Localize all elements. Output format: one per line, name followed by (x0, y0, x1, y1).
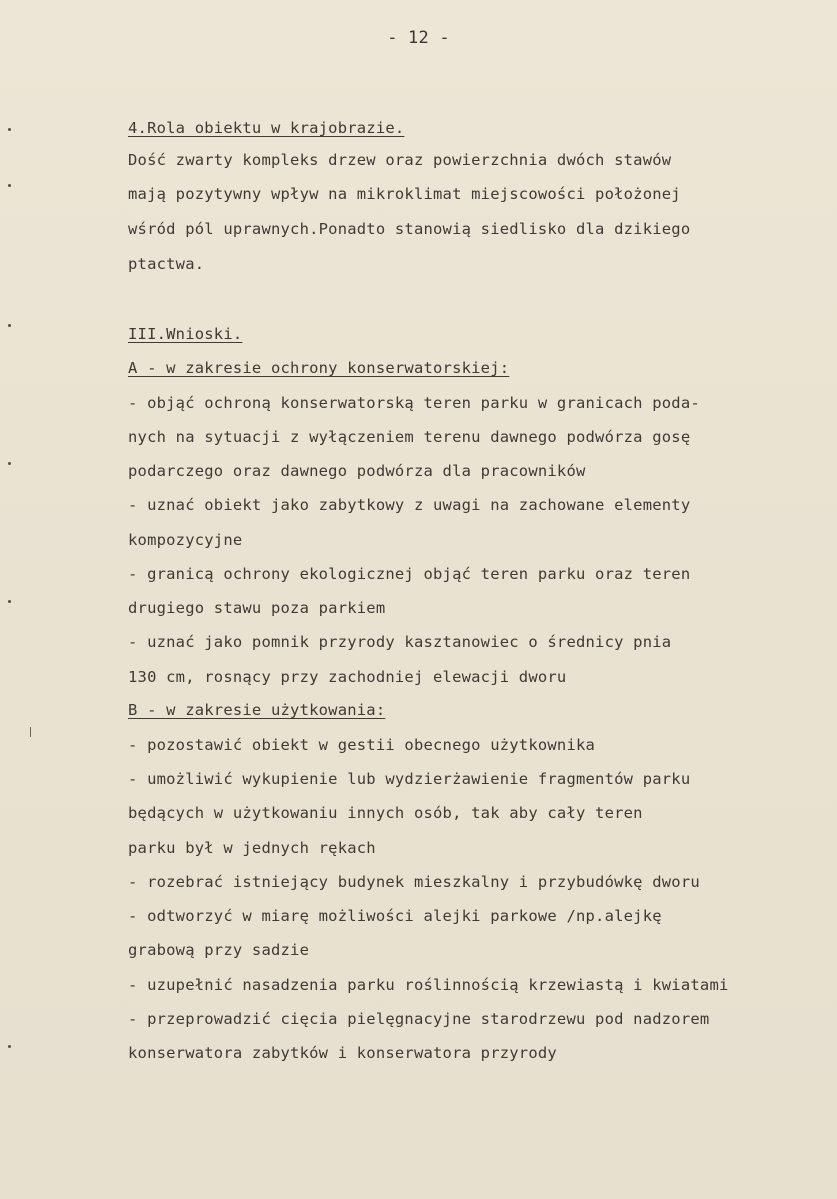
margin-dot (8, 600, 11, 603)
list-line: - przeprowadzić cięcia pielęgnacyjne starodrzewu pod nadzorem (128, 1010, 710, 1028)
subsection-a-heading: A - w zakresie ochrony konserwatorskiej: (128, 359, 510, 377)
margin-mark (30, 727, 31, 737)
margin-dot (8, 128, 11, 131)
margin-dot (8, 324, 11, 327)
section-3-heading: III.Wnioski. (128, 325, 243, 343)
list-line: - pozostawić obiekt w gestii obecnego użytkownika (128, 736, 596, 754)
list-line: podarczego oraz dawnego podwórza dla pracowników (128, 462, 586, 480)
list-line: - uznać jako pomnik przyrody kasztanowiec o średnicy pnia (128, 633, 672, 651)
margin-dot (8, 184, 11, 187)
text-line: wśród pól uprawnych.Ponadto stanowią siedlisko dla dzikiego (128, 220, 691, 238)
list-line: - uzupełnić nasadzenia parku roślinnością krzewiastą i kwiatami (128, 976, 729, 994)
list-line: grabową przy sadzie (128, 941, 310, 959)
list-line: nych na sytuacji z wyłączeniem terenu dawnego podwórza gosę (128, 428, 691, 446)
margin-dot (8, 462, 11, 465)
list-line: parku był w jednych rękach (128, 839, 376, 857)
text-line: Dość zwarty kompleks drzew oraz powierzchnia dwóch stawów (128, 151, 672, 169)
list-line: konserwatora zabytków i konserwatora przyrody (128, 1044, 557, 1062)
section-4-heading: 4.Rola obiektu w krajobrazie. (128, 119, 405, 137)
list-line: - objąć ochroną konserwatorską teren parku w granicach poda- (128, 394, 700, 412)
list-line: - odtworzyć w miarę możliwości alejki parkowe /np.alejkę (128, 907, 662, 925)
list-line: kompozycyjne (128, 531, 243, 549)
list-line: - rozebrać istniejący budynek mieszkalny i przybudówkę dworu (128, 873, 700, 891)
text-line: ptactwa. (128, 255, 205, 273)
list-line: 130 cm, rosnący przy zachodniej elewacji dworu (128, 668, 567, 686)
list-line: - umożliwić wykupienie lub wydzierżawienie fragmentów parku (128, 770, 691, 788)
list-line: będących w użytkowaniu innych osób, tak aby cały teren (128, 804, 643, 822)
list-line: - uznać obiekt jako zabytkowy z uwagi na zachowane elementy (128, 496, 691, 514)
page-number: - 12 - (387, 28, 450, 48)
text-line: mają pozytywny wpływ na mikroklimat miejscowości położonej (128, 185, 681, 203)
subsection-b-heading: B - w zakresie użytkowania: (128, 701, 386, 719)
list-line: - granicą ochrony ekologicznej objąć teren parku oraz teren (128, 565, 691, 583)
list-line: drugiego stawu poza parkiem (128, 599, 386, 617)
margin-dot (8, 1045, 11, 1048)
